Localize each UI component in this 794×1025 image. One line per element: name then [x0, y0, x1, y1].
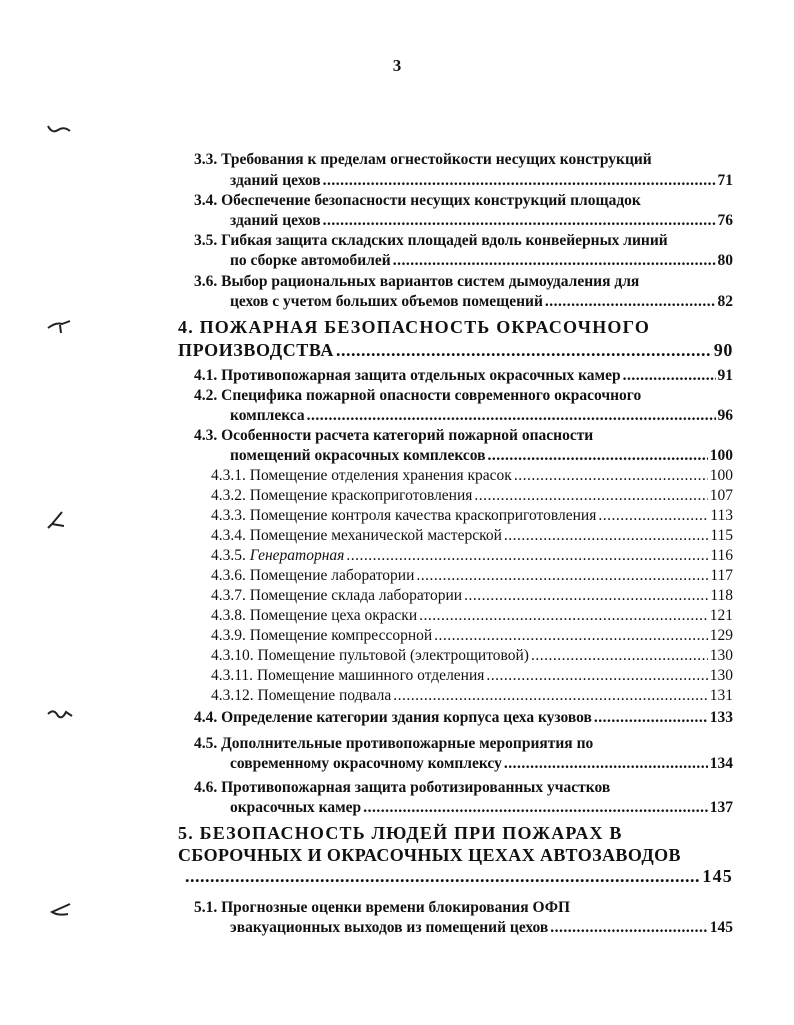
page-ref: 90 — [713, 340, 733, 360]
page-ref: 145 — [702, 866, 733, 886]
toc-chapter-5[interactable] — [183, 866, 733, 886]
toc-entry-3-5-line1: 3.5. Гибкая защита складских площадей вдоль конвейерных линий — [194, 232, 668, 249]
toc-entry-3-4-line1: 3.4. Обеспечение безопасности несущих конструкций площадок — [194, 192, 641, 209]
handwritten-mark — [44, 704, 76, 724]
dot-leader — [486, 666, 707, 686]
toc-entry-4-3-line1: 4.3. Особенности расчета категорий пожарной опасности — [194, 427, 594, 444]
toc-subentry-4-3-10[interactable]: 4.3.10. Помещение пультовой (электрощитовой) ..... 130 — [211, 646, 733, 666]
page-ref: 145 — [709, 919, 733, 936]
dot-leader — [434, 626, 708, 646]
page-ref: 107 — [709, 487, 733, 504]
toc-subentry-4-3-12[interactable]: 4.3.12. Помещение подвала ..... 131 — [211, 686, 733, 706]
dot-leader — [464, 586, 708, 606]
toc-entry-4-5-line1: 4.5. Дополнительные противопожарные мероприятия по — [194, 735, 594, 752]
chapter-4-title: 4. ПОЖАРНАЯ БЕЗОПАСНОСТЬ ОКРАСОЧНОГО — [178, 317, 651, 337]
toc-entry-4-6-line1: 4.6. Противопожарная защита роботизированных участков — [194, 779, 611, 796]
page-ref: 113 — [710, 507, 733, 524]
page-ref: 117 — [710, 567, 733, 584]
page-ref: 116 — [710, 547, 733, 564]
toc-entry-5-1-line1: 5.1. Прогнозные оценки времени блокирования ОФП — [194, 899, 571, 916]
toc-entry-5-1[interactable]: эвакуационных выходов из помещений цехов ..... 145 — [230, 918, 733, 938]
toc-entry-4-2-line1: 4.2. Специфика пожарной опасности современного окрасочного — [194, 387, 642, 404]
page-ref: 76 — [717, 212, 733, 229]
page-ref: 129 — [709, 627, 733, 644]
chapter-5-title-line1: 5. БЕЗОПАСНОСТЬ ЛЮДЕЙ ПРИ ПОЖАРАХ В — [178, 823, 623, 843]
page-ref: 96 — [717, 407, 733, 424]
toc-chapter-4[interactable]: ПРОИЗВОДСТВА ..... 90 — [178, 340, 733, 360]
chapter-5-title-line2: СБОРОЧНЫХ И ОКРАСОЧНЫХ ЦЕХАХ АВТОЗАВОДОВ — [178, 845, 681, 865]
page-ref: 133 — [709, 709, 733, 726]
dot-leader — [416, 566, 708, 586]
page-ref: 137 — [709, 799, 733, 816]
toc-subentry-4-3-11[interactable]: 4.3.11. Помещение машинного отделения ..... 130 — [211, 666, 733, 686]
dot-leader — [504, 526, 708, 546]
dot-leader — [623, 366, 716, 386]
toc-entry-3-3-line1: 3.3. Требования к пределам огнестойкости несущих конструкций — [194, 151, 652, 168]
dot-leader — [185, 866, 700, 886]
page-ref: 100 — [709, 447, 733, 464]
toc-entry-4-2[interactable]: комплекса ..... 96 — [230, 406, 733, 426]
toc-subentry-4-3-6[interactable]: 4.3.6. Помещение лаборатории ..... 117 — [211, 566, 733, 586]
page-ref: 134 — [709, 755, 733, 772]
toc-entry-3-4[interactable]: зданий цехов ..... 76 — [230, 211, 733, 231]
dot-leader — [346, 546, 708, 566]
dot-leader — [393, 686, 708, 706]
page-ref: 118 — [710, 587, 733, 604]
page-ref: 71 — [717, 172, 733, 189]
toc-subentry-4-3-5[interactable]: 4.3.5. Генераторная ..... 116 — [211, 546, 733, 566]
toc-entry-3-6-line1: 3.6. Выбор рациональных вариантов систем дымоудаления для — [194, 273, 640, 290]
toc-entry-4-6[interactable]: окрасочных камер ..... 137 — [230, 798, 733, 818]
handwritten-mark — [44, 120, 74, 138]
page-ref: 115 — [710, 527, 733, 544]
handwritten-mark — [44, 508, 68, 532]
page-ref: 91 — [717, 367, 733, 384]
page-number: 3 — [392, 56, 402, 75]
toc-subentry-4-3-2[interactable]: 4.3.2. Помещение краскоприготовления ..... 107 — [211, 486, 733, 506]
dot-leader — [393, 251, 716, 271]
dot-leader — [323, 211, 716, 231]
handwritten-mark — [44, 900, 76, 920]
page-ref: 130 — [709, 667, 733, 684]
dot-leader — [545, 292, 716, 312]
dot-leader — [323, 171, 716, 191]
dot-leader — [419, 606, 708, 626]
toc-entry-4-5[interactable]: современному окрасочному комплексу ..... 134 — [230, 754, 733, 774]
page-ref: 130 — [709, 647, 733, 664]
toc-subentry-4-3-9[interactable]: 4.3.9. Помещение компрессорной ..... 129 — [211, 626, 733, 646]
page-ref: 80 — [717, 252, 733, 269]
dot-leader — [598, 506, 708, 526]
dot-leader — [504, 754, 708, 774]
toc-subentry-4-3-4[interactable]: 4.3.4. Помещение механической мастерской ..... 115 — [211, 526, 733, 546]
dot-leader — [594, 708, 708, 728]
dot-leader — [550, 918, 707, 938]
page-ref: 100 — [709, 467, 733, 484]
dot-leader — [336, 340, 712, 360]
toc-subentry-4-3-8[interactable]: 4.3.8. Помещение цеха окраски ..... 121 — [211, 606, 733, 626]
toc-entry-3-5[interactable]: по сборке автомобилей ..... 80 — [230, 251, 733, 271]
toc-subentry-4-3-3[interactable]: 4.3.3. Помещение контроля качества краскоприготовления ..... 113 — [211, 506, 733, 526]
dot-leader — [531, 646, 708, 666]
page-ref: 82 — [717, 293, 733, 310]
dot-leader — [514, 466, 708, 486]
dot-leader — [488, 446, 708, 466]
toc-entry-3-3[interactable]: зданий цехов ..... 71 — [230, 171, 733, 191]
page-ref: 121 — [709, 607, 733, 624]
toc-entry-4-1[interactable]: 4.1. Противопожарная защита отдельных окрасочных камер ..... 91 — [194, 366, 733, 386]
page-ref: 131 — [709, 687, 733, 704]
toc-entry-3-6[interactable]: цехов с учетом больших объемов помещений ..... 82 — [230, 292, 733, 312]
toc-subentry-4-3-1[interactable]: 4.3.1. Помещение отделения хранения красок ..... 100 — [211, 466, 733, 486]
toc-subentry-4-3-7[interactable]: 4.3.7. Помещение склада лаборатории ..... 118 — [211, 586, 733, 606]
dot-leader — [363, 798, 708, 818]
toc-entry-4-4[interactable]: 4.4. Определение категории здания корпуса цеха кузовов ..... 133 — [194, 708, 733, 728]
toc-entry-4-3[interactable]: помещений окрасочных комплексов ..... 100 — [230, 446, 733, 466]
handwritten-mark — [44, 316, 74, 336]
dot-leader — [474, 486, 707, 506]
dot-leader — [307, 406, 716, 426]
